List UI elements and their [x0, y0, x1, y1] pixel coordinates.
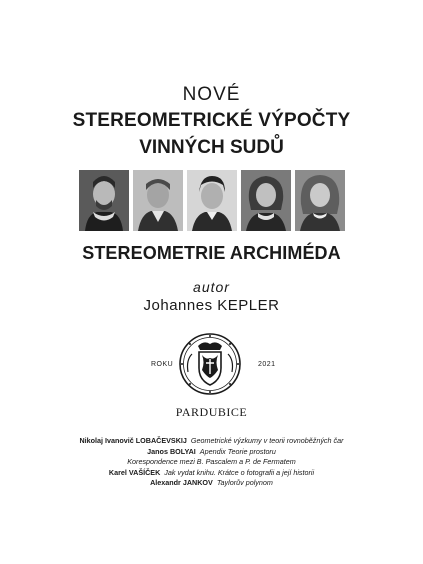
credit-title: Apendix Teorie prostoru — [199, 446, 276, 456]
credit-author: Alexandr JANKOV — [150, 478, 213, 488]
credit-author: Janos BOLYAI — [147, 446, 196, 456]
title-line-1: NOVÉ — [182, 84, 241, 105]
credit-line — [0, 457, 423, 468]
author-name: Johannes KEPLER — [143, 297, 280, 314]
credit-title: Geometrické výzkumy v teorii rovnoběžných čar — [190, 436, 344, 445]
portrait-2 — [133, 170, 183, 231]
credits-list — [0, 436, 423, 489]
credit-author: Karel VAŠÍČEK — [108, 467, 161, 477]
credit-line — [0, 468, 423, 479]
imprint-year: 2021 — [258, 361, 276, 368]
credit-title: Taylorův polynom — [216, 478, 273, 488]
credit-author: Nikolaj Ivanovič LOBAČEVSKIJ — [79, 436, 187, 445]
portrait-strip — [79, 170, 345, 231]
credit-title: Jak vydat knihu. Krátce o fotografii a její historii — [164, 467, 315, 477]
credit-line — [0, 447, 423, 458]
publisher-emblem — [178, 332, 242, 396]
imprint-place: PARDUBICE — [175, 405, 248, 419]
title-line-2: STEREOMETRICKÉ VÝPOČTY — [72, 110, 351, 131]
credit-title: Korespondence mezi B. Pascalem a P. de Fermatem — [127, 457, 296, 467]
author-label: autor — [193, 279, 230, 295]
subtitle: STEREOMETRIE ARCHIMÉDA — [82, 243, 341, 263]
portrait-4 — [241, 170, 291, 231]
portrait-3 — [187, 170, 237, 231]
title-line-3: VINNÝCH SUDŮ — [139, 137, 284, 158]
portrait-5 — [295, 170, 345, 231]
rok-label: ROKU — [151, 361, 174, 368]
imprint-row — [0, 332, 423, 396]
portrait-1 — [79, 170, 129, 231]
credit-line — [0, 478, 423, 489]
credit-line — [0, 436, 423, 447]
